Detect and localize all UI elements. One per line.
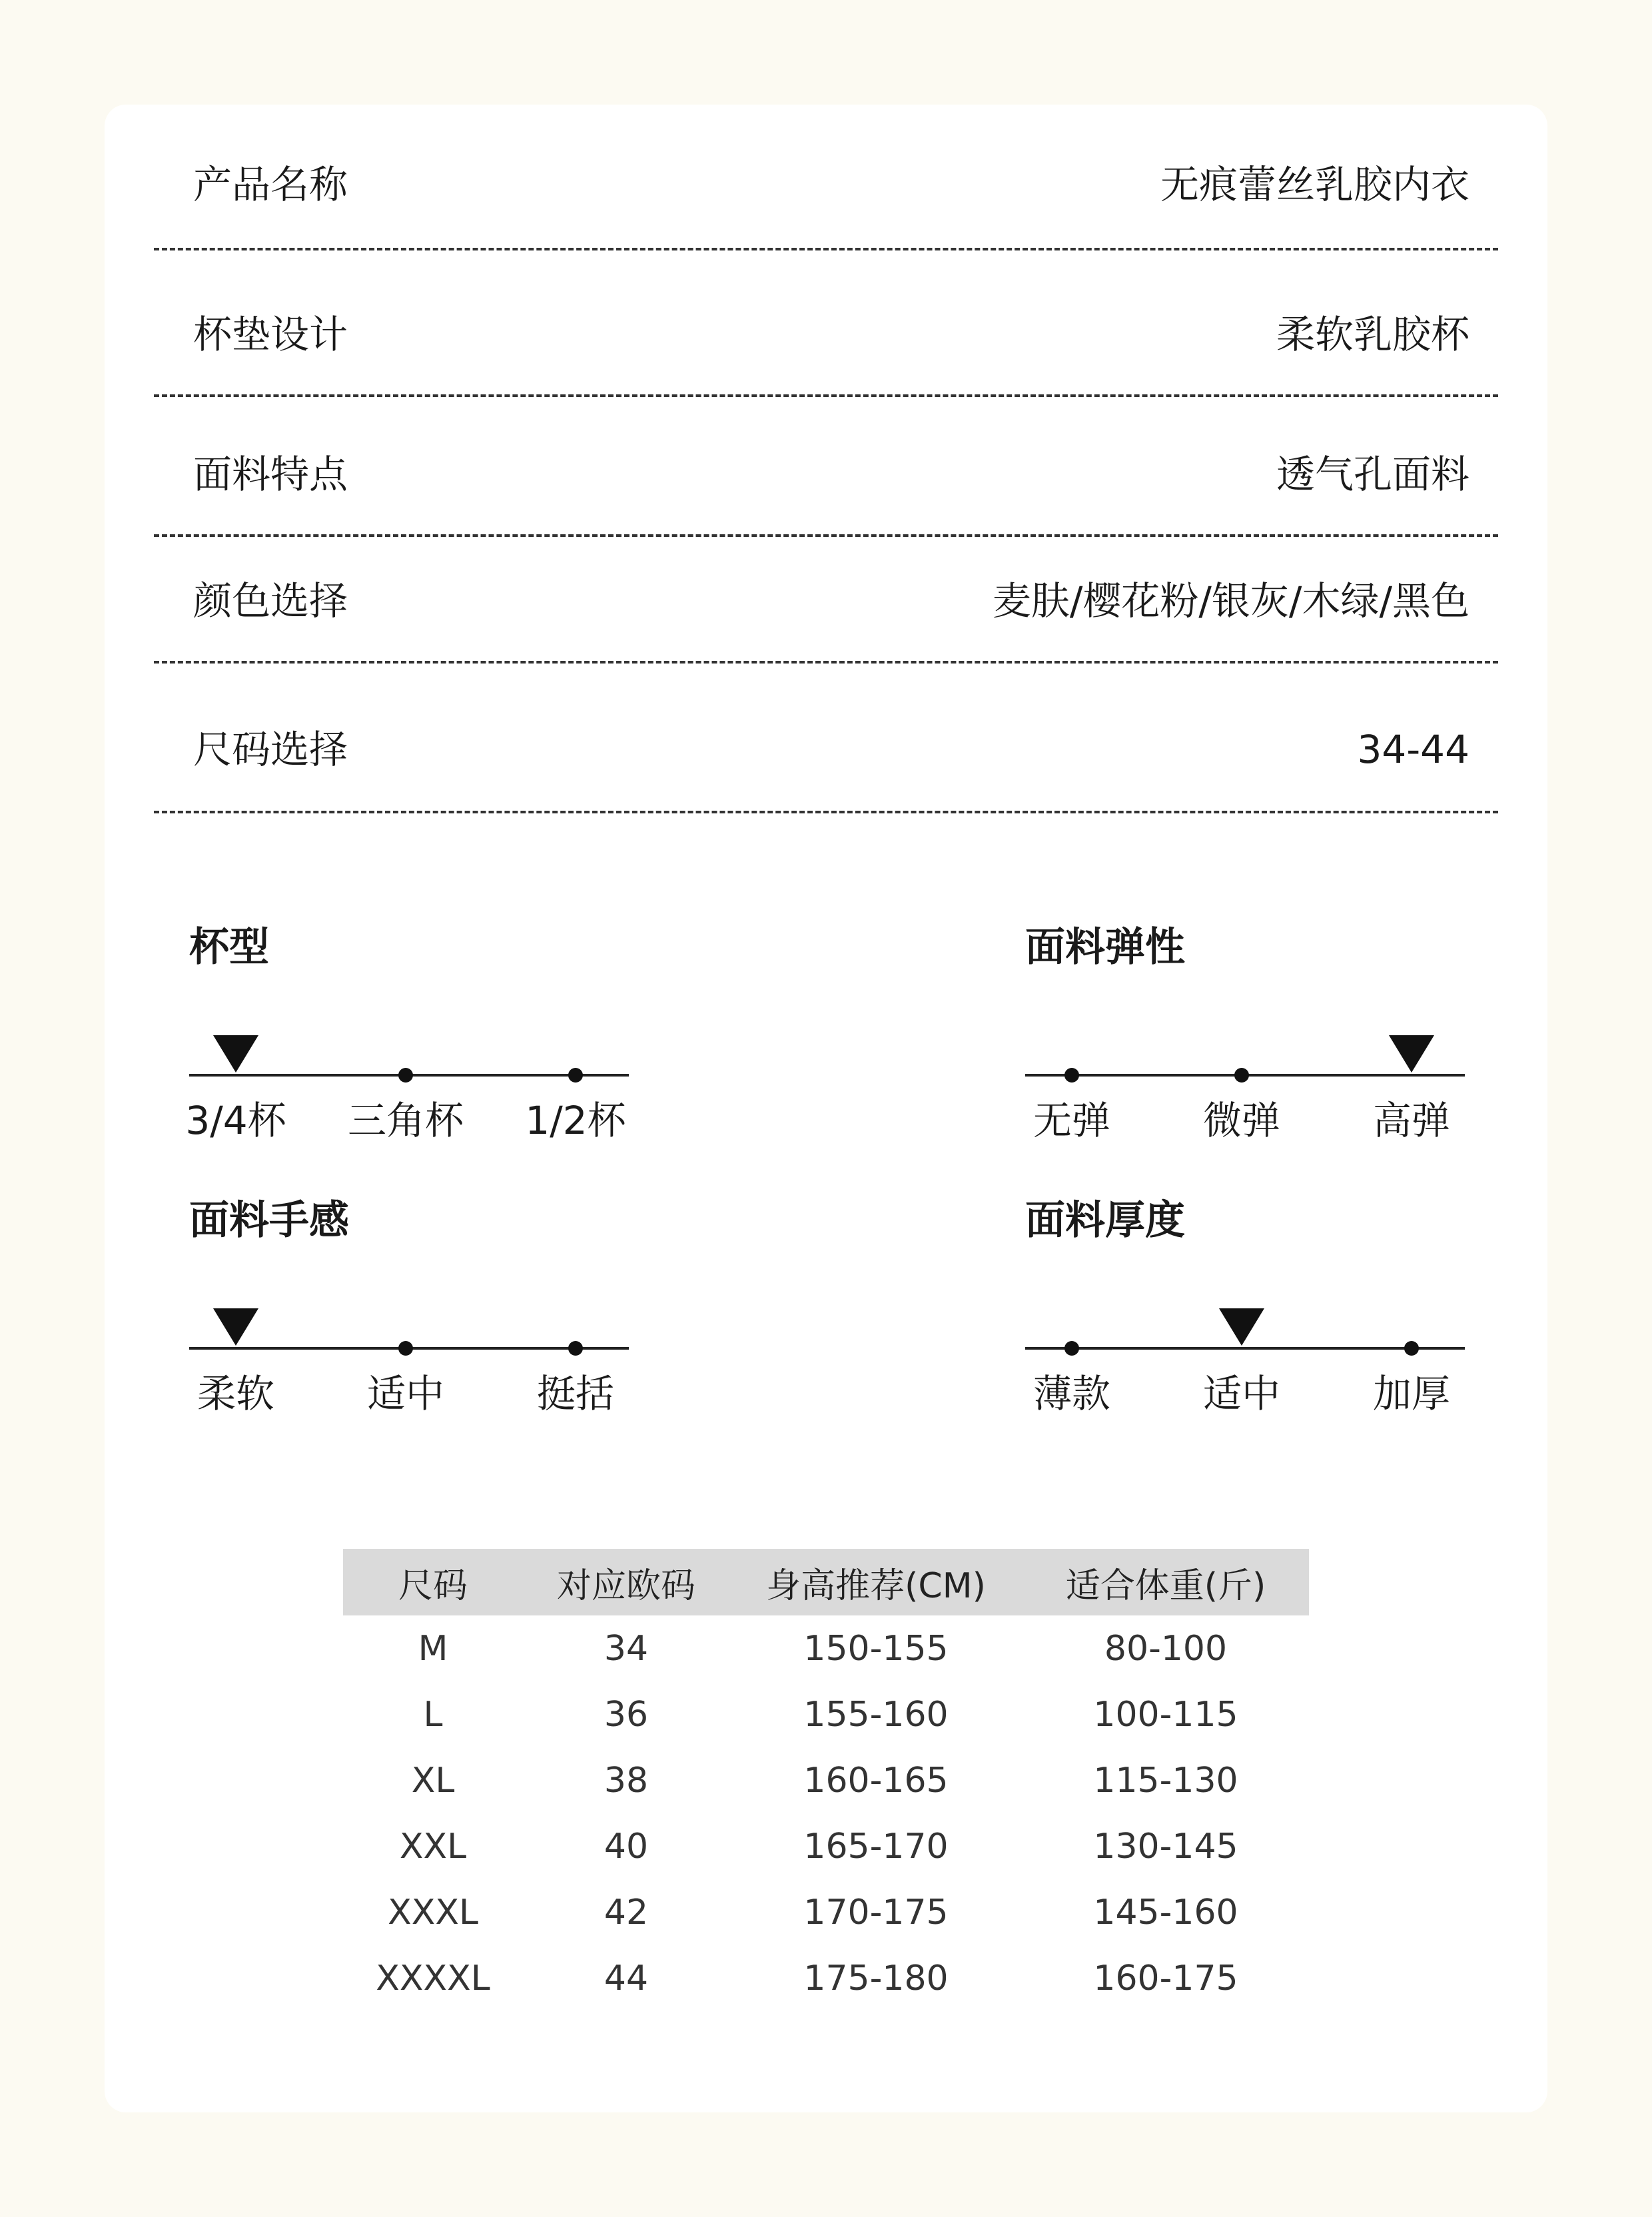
table-cell: 145-160 — [1093, 1892, 1238, 1933]
scale-title: 面料厚度 — [1025, 1197, 1185, 1244]
table-cell: 170-175 — [803, 1892, 949, 1933]
scale-title: 面料弹性 — [1025, 924, 1185, 971]
scale-option-label: 三角杯 — [347, 1098, 464, 1143]
table-row — [343, 1945, 1309, 2011]
scale-dot — [1064, 1341, 1079, 1356]
info-value: 透气孔面料 — [1276, 452, 1469, 497]
table-cell: 40 — [604, 1826, 649, 1867]
scale-option-label: 薄款 — [1032, 1371, 1111, 1416]
scale-option-label: 适中 — [366, 1371, 445, 1416]
table-cell: 38 — [604, 1760, 649, 1801]
table-cell: XXXXL — [376, 1958, 490, 1998]
table-cell: 115-130 — [1093, 1760, 1238, 1801]
scale-option-label: 柔软 — [197, 1371, 275, 1416]
table-cell: 80-100 — [1104, 1628, 1228, 1669]
info-value: 麦肤/樱花粉/银灰/木绿/黑色 — [992, 578, 1469, 624]
table-cell: 130-145 — [1093, 1826, 1238, 1867]
scale-option-label: 高弹 — [1372, 1098, 1451, 1143]
table-cell: M — [418, 1628, 448, 1669]
table-cell: 165-170 — [803, 1826, 949, 1867]
scale-title: 面料手感 — [189, 1197, 349, 1244]
info-value: 柔软乳胶杯 — [1276, 312, 1469, 357]
scale-option-label: 3/4杯 — [185, 1098, 286, 1143]
info-label: 面料特点 — [193, 452, 348, 497]
info-label: 杯垫设计 — [193, 312, 348, 357]
info-label: 产品名称 — [193, 162, 348, 207]
scale-line — [1025, 1347, 1465, 1350]
selected-triangle-icon — [213, 1308, 258, 1346]
table-cell: 160-175 — [1093, 1958, 1238, 1998]
dashed-divider — [154, 661, 1498, 664]
scale-dot — [568, 1341, 583, 1356]
scale-option-label: 无弹 — [1032, 1098, 1111, 1143]
scale-option-label: 挺括 — [536, 1371, 615, 1416]
selected-triangle-icon — [1219, 1308, 1264, 1346]
table-row — [343, 1615, 1309, 1681]
table-cell: 100-115 — [1093, 1694, 1238, 1735]
info-label: 颜色选择 — [193, 578, 348, 624]
table-cell: XL — [411, 1760, 455, 1801]
table-cell: 150-155 — [803, 1628, 949, 1669]
table-cell: 34 — [604, 1628, 649, 1669]
info-value: 无痕蕾丝乳胶内衣 — [1160, 162, 1469, 207]
table-cell: L — [423, 1694, 443, 1735]
selected-triangle-icon — [213, 1035, 258, 1073]
table-header-cell: 身高推荐(CM) — [729, 1549, 1023, 1615]
table-row — [343, 1813, 1309, 1879]
scale-title: 杯型 — [189, 924, 269, 971]
size-table-body — [343, 1615, 1309, 2011]
table-header-cell: 尺码 — [343, 1549, 523, 1615]
scale-dot — [1404, 1341, 1419, 1356]
table-cell: 160-165 — [803, 1760, 949, 1801]
scale-dot — [1234, 1068, 1249, 1083]
scale-hand-feel — [189, 1197, 655, 1420]
table-cell: XXXL — [388, 1892, 478, 1933]
info-label: 尺码选择 — [193, 727, 348, 772]
scale-cup-type — [185, 924, 655, 1147]
dashed-divider — [154, 534, 1498, 537]
selected-triangle-icon — [1389, 1035, 1434, 1073]
table-header-cell: 对应欧码 — [523, 1549, 729, 1615]
dashed-divider — [154, 394, 1498, 397]
table-row — [343, 1681, 1309, 1747]
scale-option-label: 1/2杯 — [525, 1098, 626, 1143]
scale-dot — [568, 1068, 583, 1083]
scale-dot — [398, 1068, 413, 1083]
scale-thickness — [1025, 1197, 1491, 1420]
table-header-row — [343, 1549, 1309, 1615]
scale-dot — [398, 1341, 413, 1356]
scale-option-label: 加厚 — [1372, 1371, 1451, 1416]
size-table — [343, 1549, 1309, 2011]
table-cell: 175-180 — [803, 1958, 949, 1998]
scale-dot — [1064, 1068, 1079, 1083]
table-cell: 42 — [604, 1892, 649, 1933]
scale-option-label: 适中 — [1202, 1371, 1281, 1416]
dashed-divider — [154, 811, 1498, 813]
scale-elasticity — [1025, 924, 1491, 1147]
table-row — [343, 1879, 1309, 1945]
table-cell: 36 — [604, 1694, 649, 1735]
table-row — [343, 1747, 1309, 1813]
info-value: 34-44 — [1357, 727, 1469, 772]
table-cell: 44 — [604, 1958, 649, 1998]
table-cell: XXL — [399, 1826, 467, 1867]
scale-option-label: 微弹 — [1202, 1098, 1281, 1143]
dashed-divider — [154, 248, 1498, 250]
table-header-cell: 适合体重(斤) — [1023, 1549, 1309, 1615]
table-cell: 155-160 — [803, 1694, 949, 1735]
spec-card — [105, 105, 1547, 2112]
